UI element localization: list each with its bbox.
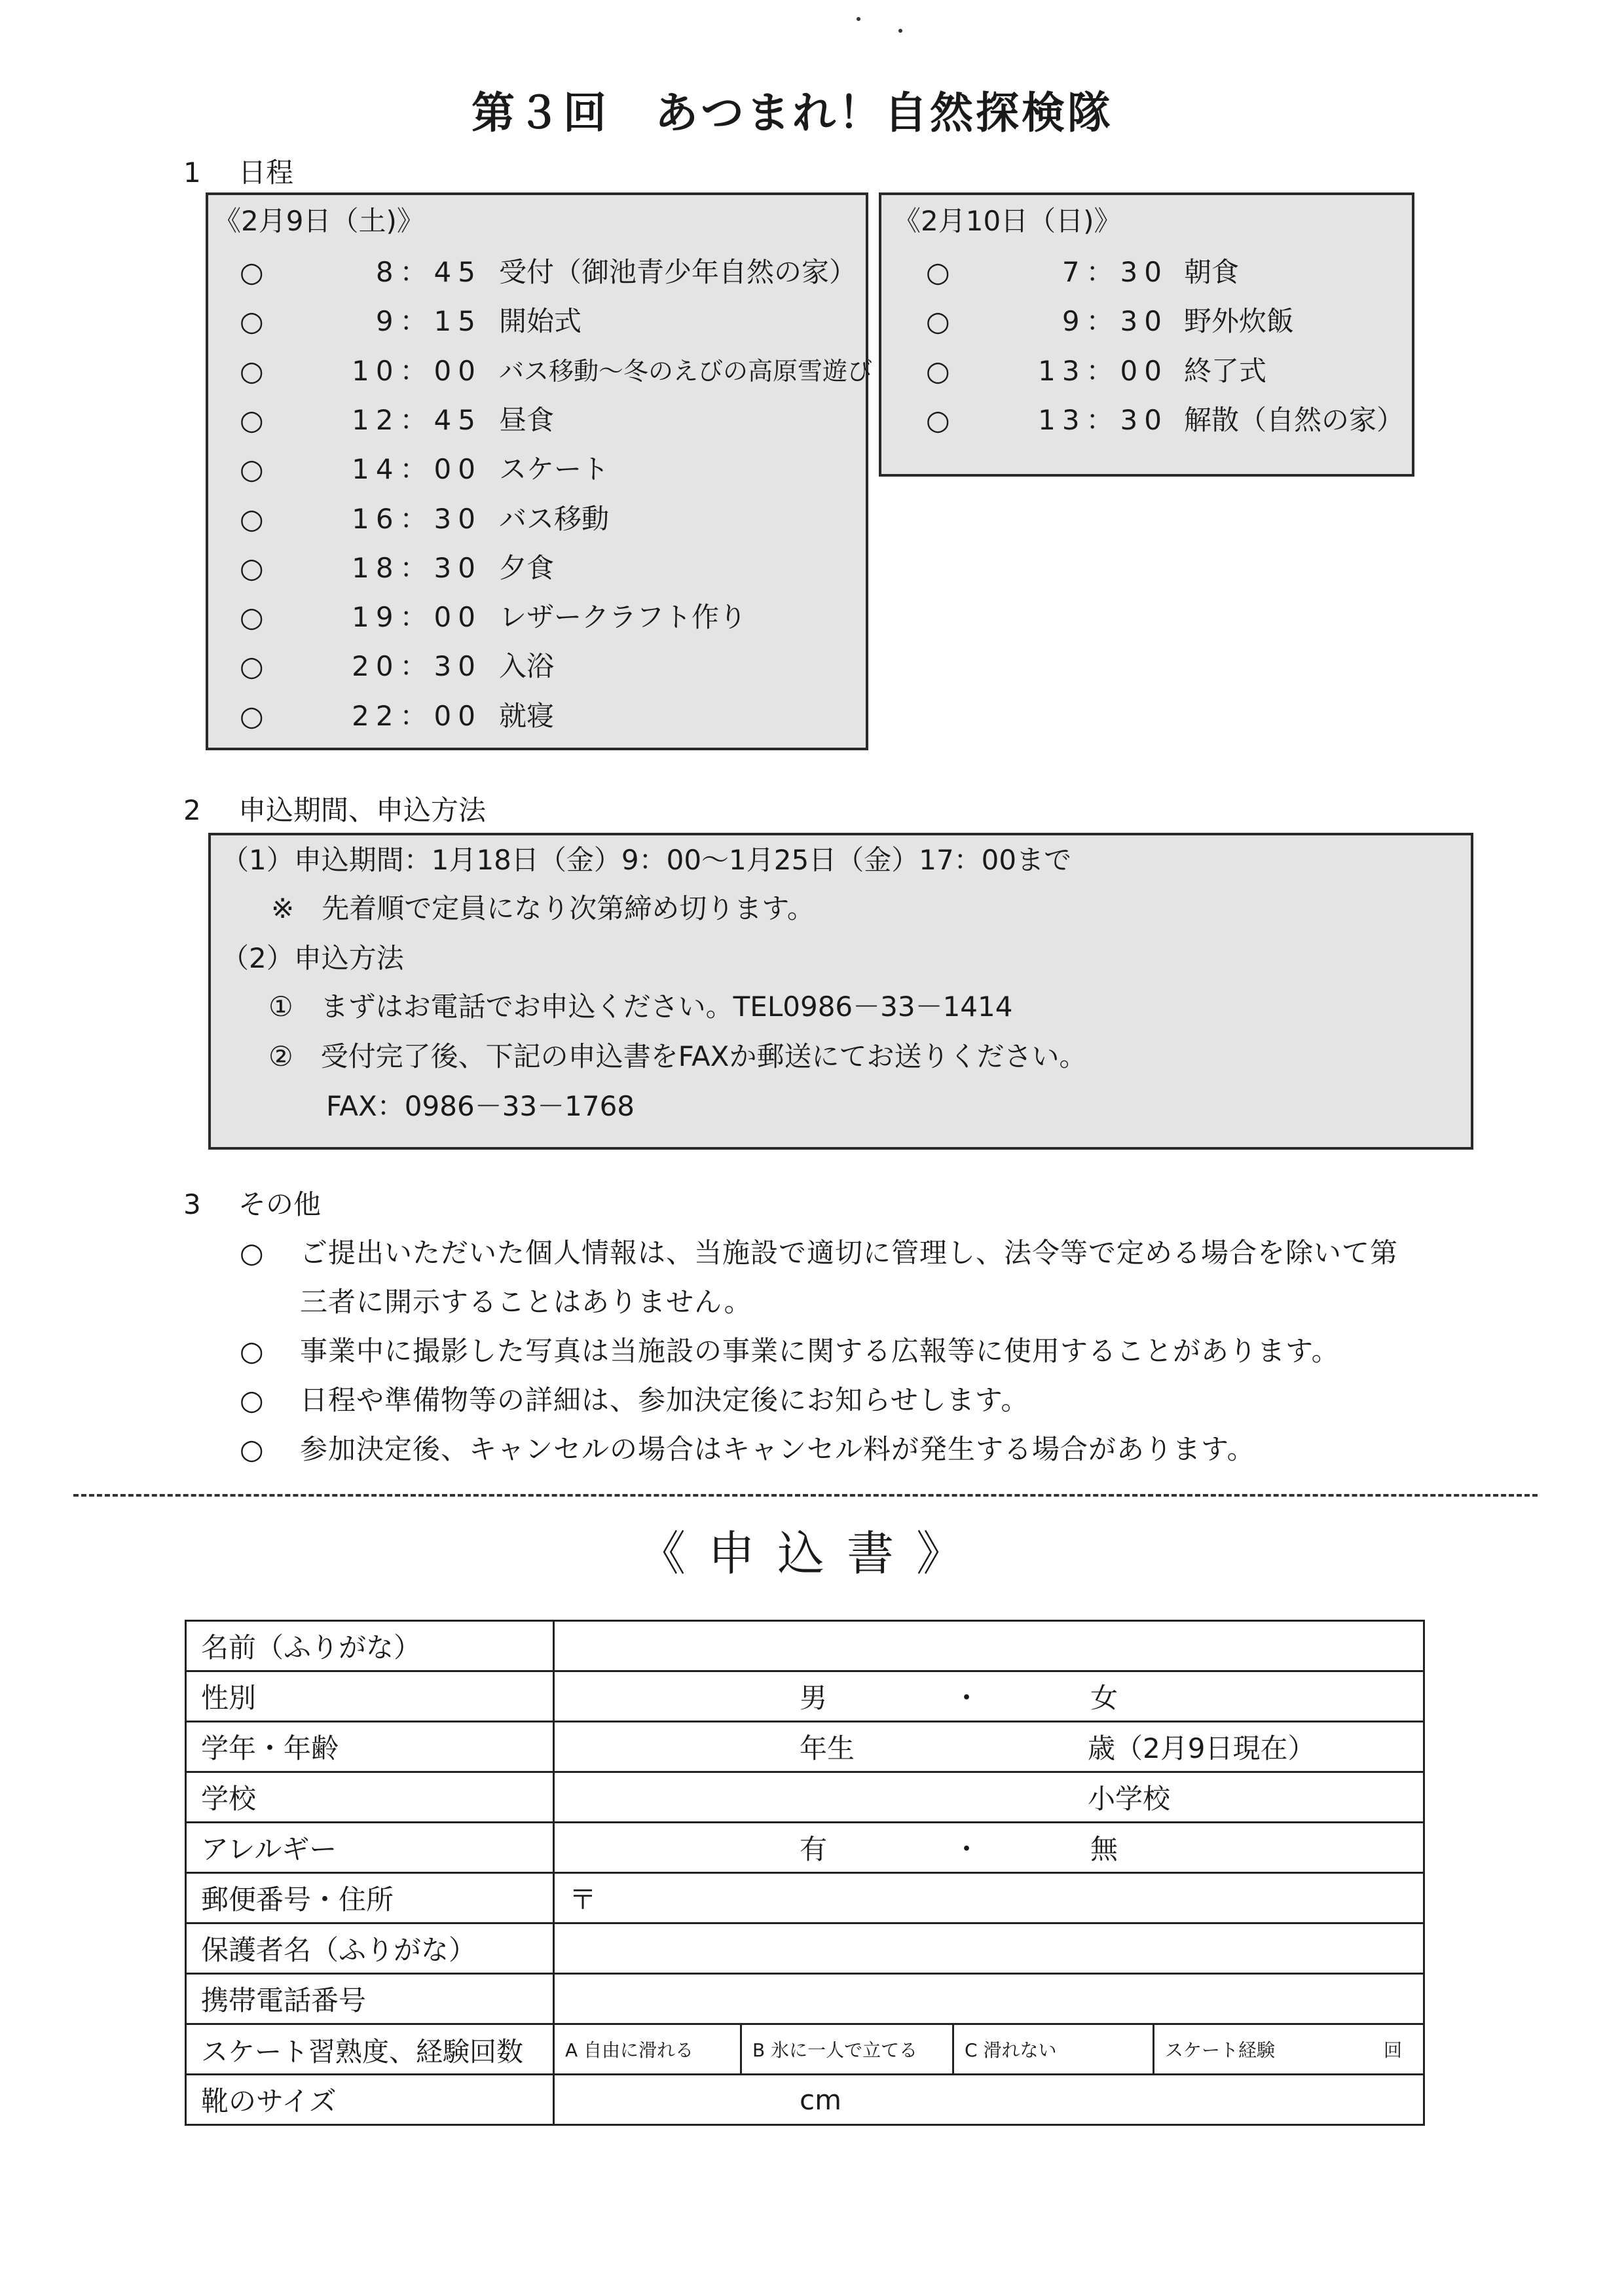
- day2-caption: 《2月10日（日)》: [893, 205, 1122, 237]
- form-row-name: [186, 1621, 1424, 1671]
- circle-bullet: ○: [926, 403, 950, 436]
- schedule-event: 終了式: [1184, 354, 1267, 387]
- skate-option-c[interactable]: C 滑れない: [954, 2025, 1154, 2073]
- name-label: 名前（ふりがな）: [186, 1621, 554, 1671]
- circle-bullet: ○: [240, 601, 264, 634]
- allergy-separator: ・: [953, 1833, 981, 1865]
- grade-unit: 年生: [800, 1732, 855, 1764]
- skate-times-unit: 回: [1383, 2039, 1402, 2061]
- gender-separator: ・: [953, 1682, 981, 1714]
- day1-schedule-box: [206, 192, 873, 750]
- day1-schedule-item: [240, 647, 862, 686]
- allergy-no-option[interactable]: 無: [1090, 1833, 1118, 1865]
- schedule-event: 朝食: [1184, 256, 1240, 288]
- circle-bullet: ○: [240, 453, 264, 486]
- section-number: 2: [183, 794, 201, 826]
- schedule-event: 野外炊飯: [1184, 305, 1295, 338]
- schedule-time: 19：00: [352, 601, 482, 634]
- form-row-guardian: [186, 1923, 1424, 1974]
- schedule-time: 10：00: [352, 354, 482, 387]
- schedule-time: 13：30: [1038, 403, 1168, 436]
- cut-line: [73, 1494, 1538, 1497]
- other-note-text: ご提出いただいた個人情報は、当施設で適切に管理し、法令等で定める場合を除いて第: [300, 1237, 1399, 1269]
- circle-bullet: ○: [926, 305, 950, 338]
- section-apply-heading: [183, 791, 486, 830]
- other-note-item: [240, 1283, 752, 1322]
- name-field[interactable]: [554, 1621, 1424, 1671]
- circle-bullet: ○: [240, 650, 264, 683]
- day2-schedule-item: [926, 302, 1411, 341]
- age-unit: 歳（2月9日現在）: [1088, 1732, 1316, 1764]
- day2-schedule-item: [926, 352, 1411, 391]
- apply-step-phone: ① まずはお電話でお申込ください。TEL0986－33－1414: [268, 991, 1013, 1023]
- schedule-time: 20：30: [352, 650, 482, 683]
- school-unit: 小学校: [1088, 1783, 1171, 1815]
- apply-fax-number: FAX：0986－33－1768: [326, 1090, 635, 1122]
- circle-bullet: ○: [240, 699, 264, 732]
- section-title: その他: [238, 1188, 322, 1220]
- schedule-time: 8：45: [375, 256, 482, 288]
- day1-schedule-item: [240, 450, 862, 489]
- phone-field[interactable]: [554, 1974, 1424, 2024]
- apply-note: ※ 先着順で定員になり次第締め切ります。: [271, 892, 815, 924]
- schedule-event: 昼食: [499, 403, 555, 436]
- skate-option-b[interactable]: B 氷に一人で立てる: [742, 2025, 954, 2073]
- day2-schedule-item: [926, 401, 1411, 440]
- apply-step-fax-mail: ② 受付完了後、下記の申込書をFAXか郵送にてお送りください。: [268, 1040, 1087, 1072]
- schedule-time: 9：15: [375, 305, 482, 338]
- schedule-time: 7：30: [1061, 256, 1168, 288]
- allergy-field[interactable]: [554, 1823, 1424, 1873]
- schedule-event: 開始式: [499, 305, 582, 338]
- gender-field[interactable]: [554, 1671, 1424, 1722]
- section-title: 日程: [238, 156, 294, 189]
- day1-schedule-item: [240, 500, 862, 539]
- schedule-time: 14：00: [352, 453, 482, 486]
- section-schedule-heading: [183, 153, 293, 192]
- skate-option-a[interactable]: A 自由に滑れる: [555, 2025, 742, 2073]
- section-number: 1: [183, 156, 201, 189]
- other-note-text: 三者に開示することはありません。: [300, 1286, 752, 1318]
- apply-info-box: [208, 833, 1473, 1150]
- circle-bullet: ○: [240, 305, 264, 338]
- schedule-event: 解散（自然の家）: [1184, 403, 1405, 436]
- schedule-time: 22：00: [352, 699, 482, 732]
- apply-method-heading: （2）申込方法: [221, 942, 404, 974]
- page-title: 第３回 あつまれ！自然探検隊: [471, 88, 1113, 138]
- skate-label: スケート習熟度、経験回数: [186, 2024, 554, 2075]
- section-other-heading: [183, 1185, 321, 1224]
- day1-caption: 《2月9日（土)》: [213, 205, 424, 237]
- schedule-time: 12：45: [352, 403, 482, 436]
- day1-schedule-item: [240, 598, 862, 637]
- circle-bullet: ○: [240, 1335, 264, 1367]
- form-row-grade: [186, 1722, 1424, 1772]
- circle-bullet: ○: [240, 502, 264, 535]
- shoe-label: 靴のサイズ: [186, 2075, 554, 2125]
- schedule-event: バス移動: [499, 502, 610, 535]
- section-title: 申込期間、申込方法: [238, 794, 487, 826]
- section-number: 3: [183, 1188, 201, 1220]
- skate-experience-label: スケート経験: [1165, 2039, 1276, 2061]
- circle-bullet: ○: [240, 1237, 264, 1269]
- scan-speck: [857, 17, 860, 21]
- day2-schedule-item: [926, 253, 1411, 292]
- schedule-time: 9：30: [1061, 305, 1168, 338]
- address-field[interactable]: [554, 1873, 1424, 1923]
- circle-bullet: ○: [240, 403, 264, 436]
- schedule-time: 16：30: [352, 502, 482, 535]
- day1-schedule-item: [240, 253, 862, 292]
- schedule-event: 受付（御池青少年自然の家）: [499, 256, 857, 288]
- gender-label: 性別: [186, 1671, 554, 1722]
- skate-experience-field[interactable]: [1154, 2025, 1424, 2073]
- address-label: 郵便番号・住所: [186, 1873, 554, 1923]
- allergy-yes-option[interactable]: 有: [800, 1833, 828, 1865]
- allergy-label: アレルギー: [186, 1823, 554, 1873]
- day1-schedule-item: [240, 549, 862, 588]
- other-note-item: [240, 1430, 1255, 1469]
- circle-bullet: ○: [926, 256, 950, 288]
- form-row-shoe: [186, 2075, 1424, 2125]
- gender-female-option[interactable]: 女: [1090, 1682, 1118, 1714]
- circle-bullet: ○: [240, 256, 264, 288]
- circle-bullet: ○: [926, 354, 950, 387]
- postal-mark: 〒: [569, 1884, 597, 1916]
- day2-schedule-box: [879, 192, 1414, 477]
- form-row-allergy: [186, 1823, 1424, 1873]
- other-note-item: [240, 1233, 1398, 1273]
- skate-field: [554, 2024, 1424, 2075]
- phone-label: 携帯電話番号: [186, 1974, 554, 2024]
- application-form-table: [185, 1620, 1425, 2126]
- circle-bullet: ○: [240, 354, 264, 387]
- day1-schedule-item: [240, 302, 862, 341]
- form-row-skate: [186, 2024, 1424, 2075]
- guardian-label: 保護者名（ふりがな）: [186, 1923, 554, 1974]
- form-row-school: [186, 1772, 1424, 1823]
- circle-bullet: ○: [240, 1384, 264, 1416]
- guardian-field[interactable]: [554, 1923, 1424, 1974]
- form-title: 《申込書》: [638, 1526, 986, 1581]
- schedule-event: スケート: [499, 453, 610, 486]
- grade-label: 学年・年齢: [186, 1722, 554, 1772]
- circle-bullet: ○: [240, 1433, 264, 1465]
- grade-field[interactable]: [554, 1722, 1424, 1772]
- schedule-event: 就寝: [499, 699, 555, 732]
- form-row-gender: [186, 1671, 1424, 1722]
- other-note-text: 参加決定後、キャンセルの場合はキャンセル料が発生する場合があります。: [300, 1433, 1255, 1465]
- day1-schedule-item: [240, 352, 873, 391]
- shoe-unit: cm: [800, 2083, 842, 2116]
- other-note-item: [240, 1332, 1340, 1371]
- school-label: 学校: [186, 1772, 554, 1823]
- schedule-time: 13：00: [1038, 354, 1168, 387]
- day1-schedule-item: [240, 697, 862, 736]
- schedule-event: バス移動～冬のえびの高原雪遊び: [499, 356, 873, 386]
- apply-period: （1）申込期間：1月18日（金）9：00～1月25日（金）17：00まで: [221, 844, 1072, 876]
- other-note-item: [240, 1381, 1029, 1420]
- gender-male-option[interactable]: 男: [800, 1682, 828, 1714]
- circle-bullet: ○: [240, 551, 264, 584]
- other-note-text: 事業中に撮影した写真は当施設の事業に関する広報等に使用することがあります。: [300, 1335, 1340, 1367]
- schedule-event: 入浴: [499, 650, 555, 683]
- shoe-field[interactable]: [554, 2075, 1424, 2125]
- day1-schedule-item: [240, 401, 862, 440]
- school-field[interactable]: [554, 1772, 1424, 1823]
- form-row-address: [186, 1873, 1424, 1923]
- scan-speck: [898, 29, 902, 33]
- schedule-event: レザークラフト作り: [499, 601, 747, 634]
- other-note-text: 日程や準備物等の詳細は、参加決定後にお知らせします。: [300, 1384, 1029, 1416]
- schedule-time: 18：30: [352, 551, 482, 584]
- schedule-event: 夕食: [499, 551, 555, 584]
- form-row-phone: [186, 1974, 1424, 2024]
